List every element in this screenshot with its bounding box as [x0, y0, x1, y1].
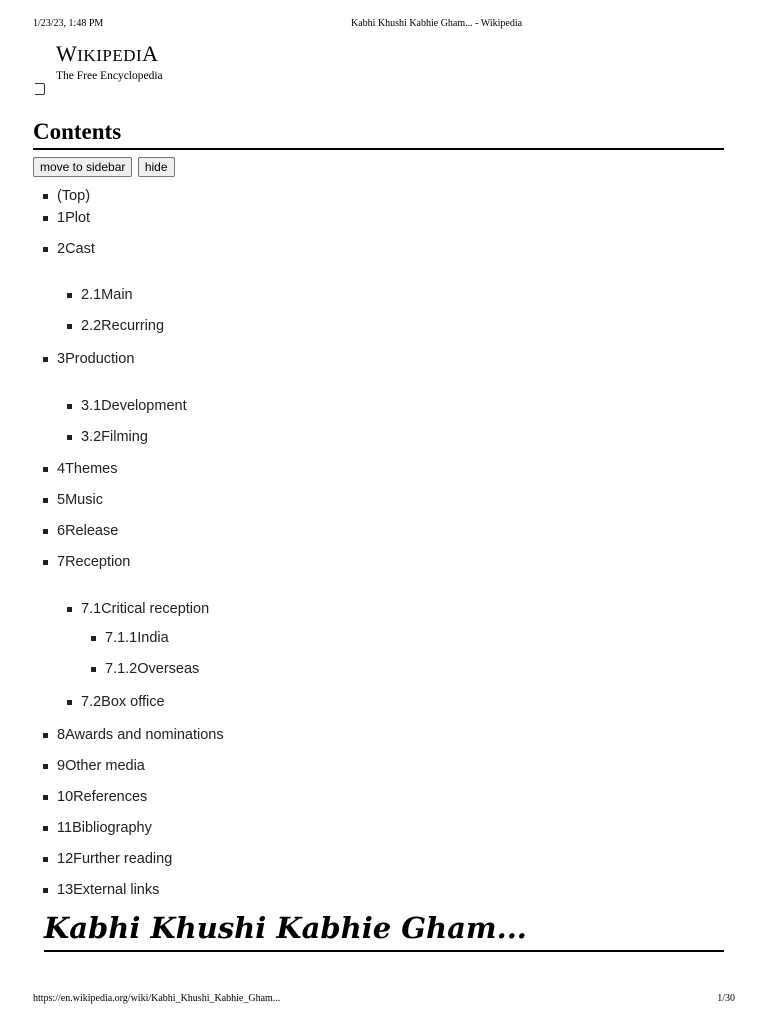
toc-buttons [33, 157, 176, 177]
print-url: https://en.wikipedia.org/wiki/Kabhi_Khushi_Kabhie_Gham... [33, 993, 281, 1004]
wikipedia-tagline: The Free Encyclopedia [56, 70, 163, 82]
toc-item-critical-reception[interactable]: 7.1Critical reception [81, 600, 209, 618]
bullet-icon [43, 857, 48, 862]
bullet-icon [43, 764, 48, 769]
bullet-icon [43, 357, 48, 362]
toc-item-plot[interactable]: 1Plot [57, 209, 90, 227]
toc-item-references[interactable]: 10References [57, 788, 147, 806]
toc-item-music[interactable]: 5Music [57, 491, 103, 509]
toc-item-filming[interactable]: 3.2Filming [81, 428, 148, 446]
toc-item-india[interactable]: 7.1.1India [105, 629, 169, 647]
print-page-title: Kabhi Khushi Kabhie Gham... - Wikipedia [351, 18, 523, 29]
bullet-icon [43, 194, 48, 199]
toc-item-top[interactable]: (Top) [57, 187, 90, 205]
bullet-icon [67, 293, 72, 298]
bullet-icon [43, 529, 48, 534]
bullet-icon [91, 667, 96, 672]
toc-item-reception[interactable]: 7Reception [57, 553, 130, 571]
page-number: 1/30 [717, 993, 735, 1004]
toc-item-bibliography[interactable]: 11Bibliography [57, 819, 152, 837]
article-title: Kabhi Khushi Kabhie Gham... [44, 908, 724, 952]
toc-item-development[interactable]: 3.1Development [81, 397, 187, 415]
menu-toggle-checkbox[interactable] [35, 83, 45, 95]
wikipedia-logo[interactable] [56, 42, 163, 83]
move-to-sidebar-button[interactable]: move to sidebar [33, 157, 132, 177]
toc-item-release[interactable]: 6Release [57, 522, 118, 540]
bullet-icon [43, 826, 48, 831]
bullet-icon [43, 247, 48, 252]
print-date: 1/23/23, 1:48 PM [33, 18, 104, 29]
bullet-icon [43, 795, 48, 800]
toc-item-awards[interactable]: 8Awards and nominations [57, 726, 224, 744]
bullet-icon [43, 467, 48, 472]
contents-heading: Contents [33, 118, 724, 150]
toc-item-cast[interactable]: 2Cast [57, 240, 95, 258]
bullet-icon [43, 216, 48, 221]
bullet-icon [43, 733, 48, 738]
toc-item-recurring[interactable]: 2.2Recurring [81, 317, 164, 335]
wikipedia-wordmark: WIKIPEDIA [56, 41, 159, 66]
toc-item-main[interactable]: 2.1Main [81, 286, 133, 304]
bullet-icon [91, 636, 96, 641]
toc-item-other-media[interactable]: 9Other media [57, 757, 145, 775]
bullet-icon [67, 324, 72, 329]
bullet-icon [43, 498, 48, 503]
toc-item-overseas[interactable]: 7.1.2Overseas [105, 660, 199, 678]
toc-item-box-office[interactable]: 7.2Box office [81, 693, 165, 711]
toc-item-themes[interactable]: 4Themes [57, 460, 117, 478]
toc-item-external-links[interactable]: 13External links [57, 881, 159, 899]
toc-item-further-reading[interactable]: 12Further reading [57, 850, 172, 868]
hide-toc-button[interactable]: hide [138, 157, 175, 177]
bullet-icon [43, 560, 48, 565]
bullet-icon [67, 435, 72, 440]
bullet-icon [43, 888, 48, 893]
toc-item-production[interactable]: 3Production [57, 350, 134, 368]
bullet-icon [67, 607, 72, 612]
bullet-icon [67, 404, 72, 409]
bullet-icon [67, 700, 72, 705]
